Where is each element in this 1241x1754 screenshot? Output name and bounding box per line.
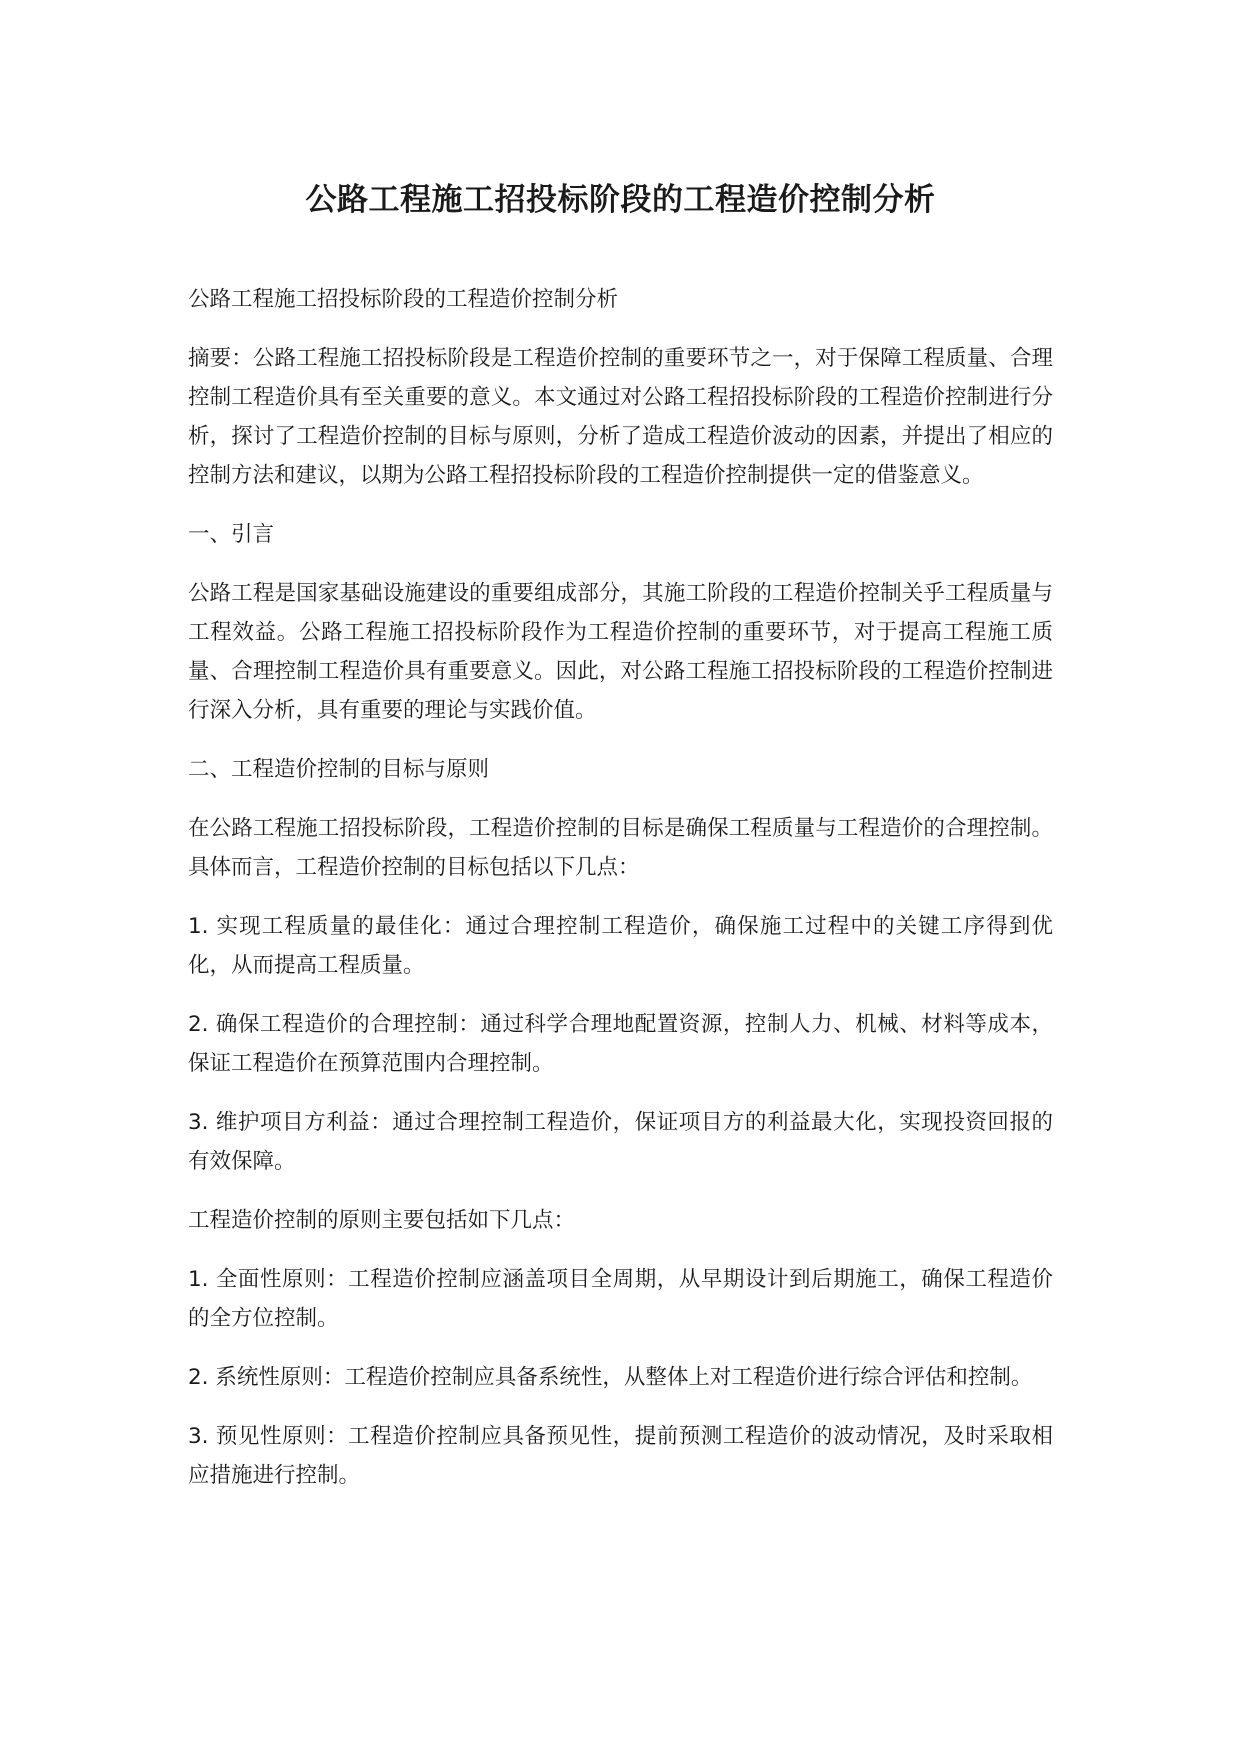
principle-item-3: 3. 预见性原则：工程造价控制应具备预见性，提前预测工程造价的波动情况，及时采取相应措施进行控制。 bbox=[188, 1424, 1053, 1488]
document-title: 公路工程施工招投标阶段的工程造价控制分析 bbox=[305, 182, 936, 218]
goal-item-1: 1. 实现工程质量的最佳化：通过合理控制工程造价，确保施工过程中的关键工序得到优化，从而提高工程质量。 bbox=[188, 914, 1053, 978]
section-heading-introduction: 一、引言 bbox=[188, 522, 275, 547]
goal-item-3: 3. 维护项目方利益：通过合理控制工程造价，保证项目方的利益最大化，实现投资回报的有效保障。 bbox=[188, 1110, 1053, 1174]
goal-item-2: 2. 确保工程造价的合理控制：通过科学合理地配置资源，控制人力、机械、材料等成本，保证工程造价在预算范围内合理控制。 bbox=[188, 1012, 1053, 1076]
abstract-paragraph: 摘要：公路工程施工招投标阶段是工程造价控制的重要环节之一，对于保障工程质量、合理控制工程造价具有至关重要的意义。本文通过对公路工程招投标阶段的工程造价控制进行分析，探讨了工程造价控制的目标与原则，分析了造成工程造价波动的因素，并提出了相应的控制方法和建议，以期为公路工程招投标阶段的工程造价控制提供一定的借鉴意义。 bbox=[188, 346, 1053, 488]
goals-intro-paragraph: 在公路工程施工招投标阶段，工程造价控制的目标是确保工程质量与工程造价的合理控制。具体而言，工程造价控制的目标包括以下几点： bbox=[188, 816, 1053, 880]
principle-item-1: 1. 全面性原则：工程造价控制应涵盖项目全周期，从早期设计到后期施工，确保工程造价的全方位控制。 bbox=[188, 1267, 1053, 1331]
subtitle-paragraph: 公路工程施工招投标阶段的工程造价控制分析 bbox=[188, 287, 619, 312]
introduction-paragraph: 公路工程是国家基础设施建设的重要组成部分，其施工阶段的工程造价控制关乎工程质量与工程效益。公路工程施工招投标阶段作为工程造价控制的重要环节，对于提高工程施工质量、合理控制工程造价具有重要意义。因此，对公路工程施工招投标阶段的工程造价控制进行深入分析，具有重要的理论与实践价值。 bbox=[188, 581, 1053, 723]
principles-intro-paragraph: 工程造价控制的原则主要包括如下几点： bbox=[188, 1208, 576, 1233]
principle-item-2: 2. 系统性原则：工程造价控制应具备系统性，从整体上对工程造价进行综合评估和控制。 bbox=[188, 1365, 1033, 1390]
section-heading-goals-principles: 二、工程造价控制的目标与原则 bbox=[188, 757, 490, 782]
